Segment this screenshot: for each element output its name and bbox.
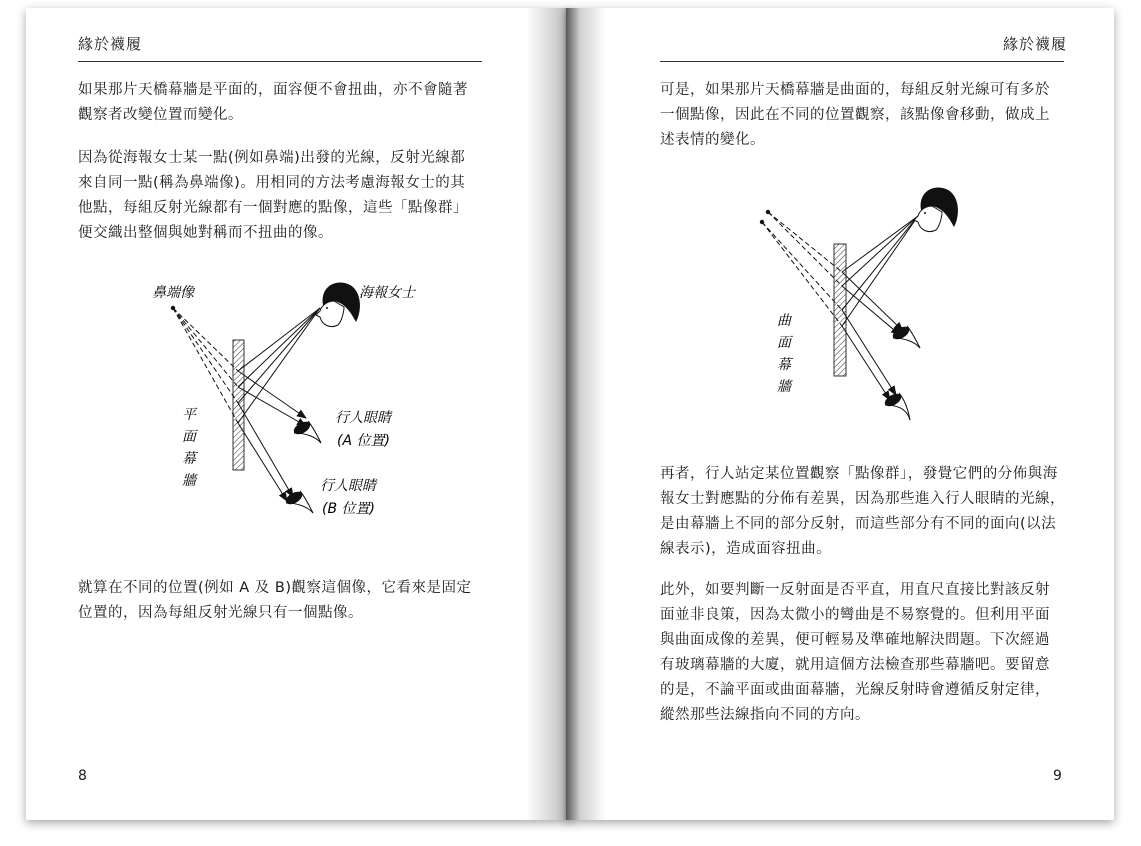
right-para-1 <box>660 78 1070 153</box>
right-page-number: 9 <box>1053 768 1062 784</box>
right-para-1-line: 述表情的變化。 <box>660 132 765 148</box>
incident-rays-curved <box>842 216 918 326</box>
eye-b-icon <box>284 489 313 513</box>
right-para-3-line: 有玻璃幕牆的大廈，就用這個方法檢查那些幕牆吧。要留意 <box>660 657 1050 673</box>
right-para-2 <box>660 462 1074 562</box>
left-para-1-line: 觀察者改變位置而變化。 <box>78 107 243 123</box>
right-para-3-line: 的是，不論平面或曲面幕牆，光線反射時會遵循反射定律， <box>660 682 1050 698</box>
right-para-2-line: 再者，行人站定某位置觀察「點像群」，發覺它們的分佈與海 <box>660 466 1058 482</box>
left-para-2 <box>78 146 488 246</box>
label-eye-b: 行人眼睛 <box>320 478 376 494</box>
flat-mirror-figure <box>130 275 430 530</box>
left-page-header: 緣於襪履 <box>78 35 143 53</box>
nose-image-point <box>171 306 175 310</box>
label-poster-lady: 海報女士 <box>359 285 415 301</box>
right-page-header-rule <box>660 61 1064 62</box>
label-flat-wall-char: 牆 <box>182 473 196 489</box>
right-para-2-line: 線表示)，造成面容扭曲。 <box>660 541 832 557</box>
image-point-1 <box>766 210 770 214</box>
label-eye-b-position: (B 位置) <box>322 501 375 517</box>
label-curved-wall-char: 幕 <box>777 357 791 373</box>
left-para-2-line: 便交織出整個與她對稱而不扭曲的像。 <box>78 225 333 241</box>
right-para-2-line: 報女士對應點的分佈有差異，因為那些進入行人眼睛的光線， <box>660 491 1065 507</box>
left-page-header-rule <box>78 61 482 62</box>
flat-wall <box>233 340 244 470</box>
eye-a-icon <box>292 419 321 443</box>
curved-mirror-figure <box>750 180 980 430</box>
label-flat-wall-char: 面 <box>182 429 196 445</box>
left-page-number: 8 <box>78 768 87 784</box>
label-curved-wall-char: 牆 <box>777 379 791 395</box>
left-para-3 <box>78 576 488 626</box>
label-curved-wall-char: 曲 <box>777 313 791 329</box>
virtual-rays <box>173 308 238 423</box>
left-para-3-line: 就算在不同的位置(例如 A 及 B)觀察這個像，它看來是固定 <box>78 580 472 596</box>
label-curved-wall-char: 面 <box>777 335 791 351</box>
curved-wall <box>834 244 846 376</box>
poster-lady-face-icon <box>914 188 958 232</box>
image-point-2 <box>760 220 764 224</box>
right-para-3-line: 縱然那些法線指向不同的方向。 <box>660 707 870 723</box>
right-para-3-line: 此外，如要判斷一反射面是否平直，用直尺直接比對該反射 <box>660 582 1050 598</box>
left-para-1-line: 如果那片天橋幕牆是平面的，面容便不會扭曲，亦不會隨著 <box>78 82 468 98</box>
label-flat-wall-char: 幕 <box>182 451 196 467</box>
label-eye-a-position: (A 位置) <box>337 433 390 449</box>
right-page-header: 緣於襪履 <box>1003 35 1068 53</box>
label-eye-a: 行人眼睛 <box>335 410 391 426</box>
left-para-2-line: 他點，每組反射光線都有一個對應的點像，這些「點像群」 <box>78 200 468 216</box>
virtual-rays-curved <box>762 212 842 326</box>
incident-rays <box>238 308 320 423</box>
label-nose-image: 鼻端像 <box>152 285 194 301</box>
left-para-2-line: 因為從海報女士某一點(例如鼻端)出發的光線，反射光線都 <box>78 150 466 166</box>
right-para-3-line: 面並非良策，因為太微小的彎曲是不易察覺的。但利用平面 <box>660 607 1050 623</box>
right-page-gutter-shadow <box>566 8 606 820</box>
right-para-3-line: 與曲面成像的差異，便可輕易及準確地解決問題。下次經過 <box>660 632 1050 648</box>
right-para-2-line: 是由幕牆上不同的部分反射，而這些部分有不同的面向(以法 <box>660 516 1057 532</box>
poster-lady-face-icon <box>316 283 360 327</box>
right-para-1-line: 可是，如果那片天橋幕牆是曲面的，每組反射光線可有多於 <box>660 82 1050 98</box>
right-para-1-line: 一個點像，因此在不同的位置觀察，該點像會移動，做成上 <box>660 107 1050 123</box>
left-para-2-line: 來自同一點(稱為鼻端像)。用相同的方法考慮海報女士的其 <box>78 175 466 191</box>
right-para-3 <box>660 578 1074 728</box>
left-para-3-line: 位置的，因為每組反射光線只有一個點像。 <box>78 605 363 621</box>
left-para-1 <box>78 78 488 128</box>
label-flat-wall-char: 平 <box>182 407 196 423</box>
eye-upper-icon <box>891 324 920 348</box>
